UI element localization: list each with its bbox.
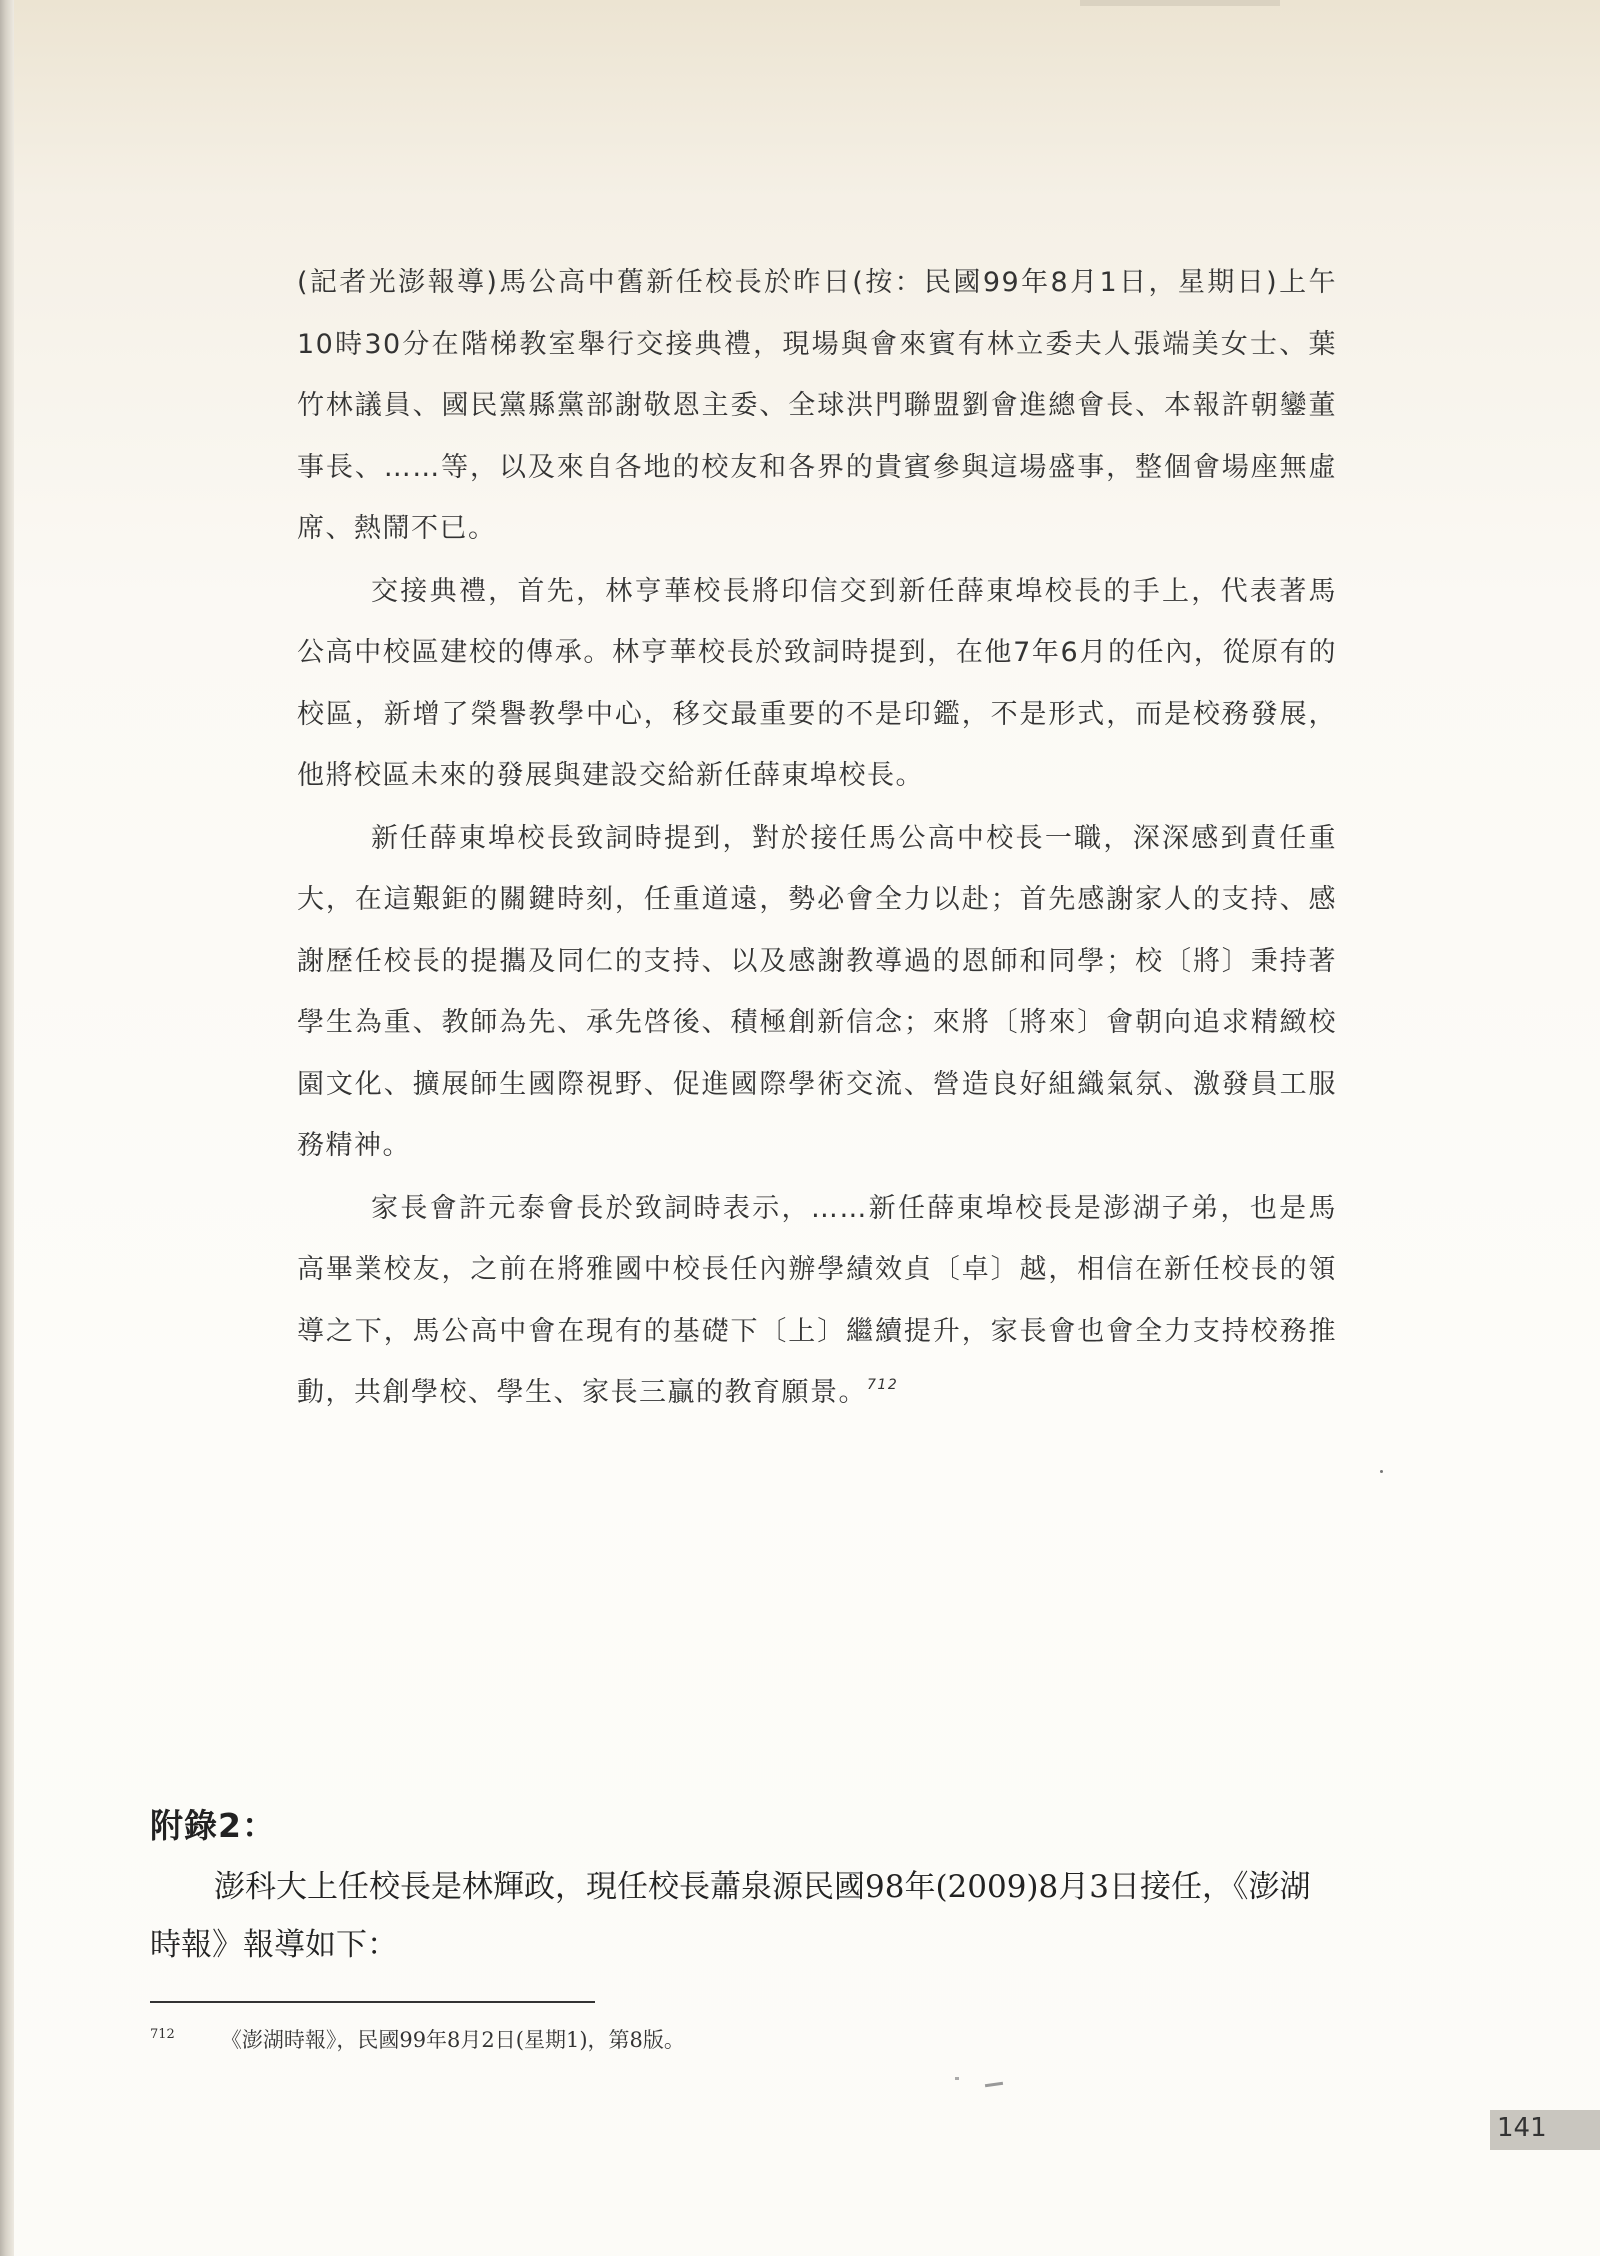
- quote-paragraph-4: [297, 1178, 1337, 1424]
- footnote-number: 712: [150, 2027, 175, 2042]
- footnote-reference: 712: [867, 1377, 899, 1393]
- appendix-title: 附錄2：: [150, 1806, 276, 1845]
- quote-paragraph-2: 交接典禮，首先，林亨華校長將印信交到新任薛東埠校長的手上，代表著馬公高中校區建校的傳承。林亨華校長於致詞時提到，在他7年6月的任內，從原有的校區，新增了榮譽教學中心，移交最重要的不是印鑑，不是形式，而是校務發展，他將校區未來的發展與建設交給新任薛東埠校長。: [297, 575, 1337, 791]
- appendix-paragraph: 澎科大上任校長是林輝政，現任校長蕭泉源民國98年(2009)8月3日接任，《澎湖時報》報導如下：: [150, 1869, 1311, 1963]
- scan-artifact: [1080, 0, 1280, 6]
- scan-speck: [985, 2082, 1003, 2087]
- footnote-divider: [150, 2001, 595, 2003]
- quote-paragraph-3: 新任薛東埠校長致詞時提到，對於接任馬公高中校長一職，深深感到責任重大，在這艱鉅的關鍵時刻，任重道遠，勢必會全力以赴；首先感謝家人的支持、感謝歷任校長的提攜及同仁的支持、以及感謝教導過的恩師和同學；校〔將〕秉持著學生為重、教師為先、承先啓後、積極創新信念；來將〔將來〕會朝向追求精緻校園文化、擴展師生國際視野、促進國際學術交流、營造良好組織氣氛、激發員工服務精神。: [297, 822, 1337, 1161]
- appendix-body: [150, 1858, 1340, 1974]
- footnote: [150, 2024, 685, 2054]
- scan-speck: [1380, 1470, 1383, 1473]
- footnote-text: 《澎湖時報》，民國99年8月2日(星期1)，第8版。: [220, 2028, 685, 2052]
- quoted-news-block: [297, 252, 1337, 1425]
- page-binding-edge: [0, 0, 14, 2256]
- quote-paragraph-4-text: 家長會許元泰會長於致詞時表示，……新任薛東埠校長是澎湖子弟，也是馬高畢業校友，之前在將雅國中校長任內辦學績效貞〔卓〕越，相信在新任校長的領導之下，馬公高中會在現有的基礎下〔上〕繼續提升，家長會也會全力支持校務推動，共創學校、學生、家長三贏的教育願景。: [297, 1192, 1337, 1408]
- page-number: 141: [1497, 2113, 1547, 2143]
- quote-paragraph-1: (記者光澎報導)馬公高中舊新任校長於昨日(按：民國99年8月1日，星期日)上午10時30分在階梯教室舉行交接典禮，現場與會來賓有林立委夫人張端美女士、葉竹林議員、國民黨縣黨部謝敬恩主委、全球洪門聯盟劉會進總會長、本報許朝鑾董事長、……等，以及來自各地的校友和各界的貴賓參與這場盛事，整個會場座無虛席、熱鬧不已。: [297, 267, 1337, 544]
- scan-speck: [955, 2077, 959, 2080]
